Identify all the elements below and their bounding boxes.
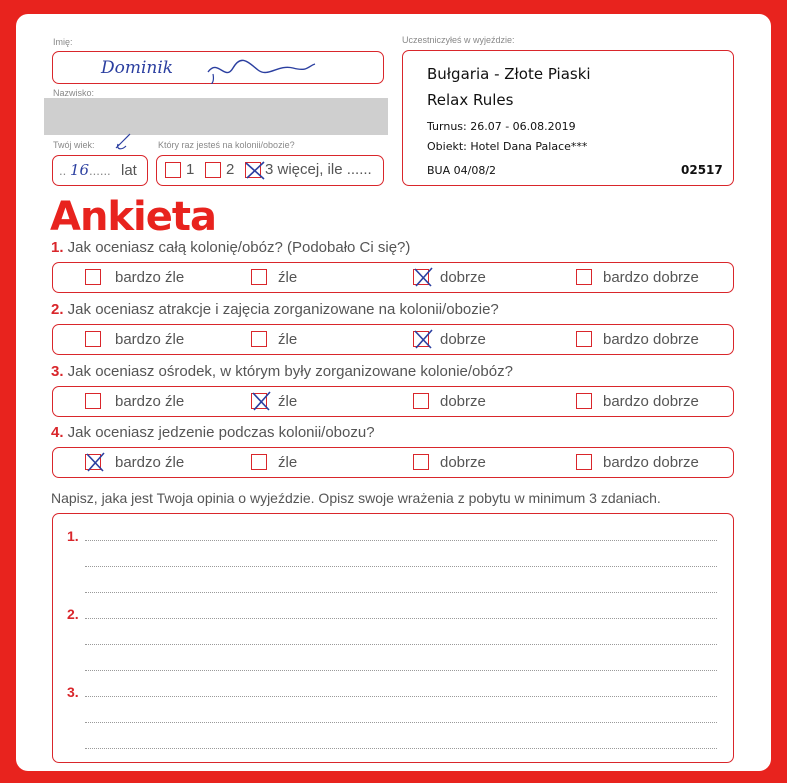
- question-number: 3.: [51, 363, 64, 380]
- signature-scribble-icon: [203, 54, 323, 84]
- answer-option-label: źle: [278, 331, 298, 348]
- line-number-2: 2.: [67, 606, 79, 622]
- trip-code: BUA 04/08/2: [427, 164, 497, 177]
- imie-label: Imię:: [53, 37, 73, 47]
- trip-turnus: Turnus: 26.07 - 06.08.2019: [427, 120, 576, 133]
- writing-line: [85, 722, 717, 723]
- ink-stroke-icon: [112, 132, 136, 152]
- answer-row-4: [52, 447, 734, 478]
- line-number-1: 1.: [67, 528, 79, 544]
- cross-mark-icon: [250, 390, 272, 412]
- survey-form: [16, 14, 771, 771]
- opinion-textarea[interactable]: [52, 513, 734, 763]
- line-number-3: 3.: [67, 684, 79, 700]
- answer-checkbox[interactable]: [576, 331, 592, 347]
- answer-option-label: źle: [278, 454, 298, 471]
- answer-option-label: źle: [278, 269, 298, 286]
- question-text: Jak oceniasz całą kolonię/obóz? (Podobało Ci się?): [63, 239, 411, 256]
- trip-obiekt: Obiekt: Hotel Dana Palace***: [427, 140, 588, 153]
- writing-line: [85, 696, 717, 697]
- question-text: Jak oceniasz atrakcje i zajęcia zorganizowane na kolonii/obozie?: [63, 301, 499, 318]
- answer-checkbox[interactable]: [413, 269, 429, 285]
- wiek-handwritten: 16: [70, 161, 90, 179]
- answer-option-label: dobrze: [440, 331, 486, 348]
- answer-option-label: bardzo źle: [115, 269, 185, 286]
- ktory-raz-field: 1 2 3 więcej, ile ......: [156, 155, 384, 186]
- trip-destination: Bułgaria - Złote Piaski: [427, 65, 591, 83]
- answer-checkbox[interactable]: [576, 269, 592, 285]
- question-text: Jak oceniasz jedzenie podczas kolonii/obozu?: [63, 424, 375, 441]
- answer-checkbox[interactable]: [85, 331, 101, 347]
- lat-label: lat: [121, 162, 137, 179]
- opt3-checkbox[interactable]: [245, 162, 261, 178]
- cross-mark-icon: [412, 328, 434, 350]
- question-number: 1.: [51, 239, 64, 256]
- question-3: [51, 363, 513, 380]
- answer-checkbox[interactable]: [413, 331, 429, 347]
- opinion-prompt: Napisz, jaka jest Twoja opinia o wyjeździe. Opisz swoje wrażenia z pobytu w minimum 3 zdaniach.: [51, 490, 661, 506]
- answer-checkbox[interactable]: [251, 454, 267, 470]
- writing-line: [85, 670, 717, 671]
- answer-option-label: dobrze: [440, 393, 486, 410]
- question-2: [51, 301, 499, 318]
- answer-option-label: bardzo dobrze: [603, 331, 699, 348]
- answer-checkbox[interactable]: [413, 454, 429, 470]
- answer-option-label: bardzo dobrze: [603, 269, 699, 286]
- writing-line: [85, 592, 717, 593]
- question-4: [51, 424, 375, 441]
- imie-handwritten: Dominik: [101, 58, 174, 78]
- trip-number: 02517: [681, 163, 723, 177]
- answer-checkbox[interactable]: [576, 393, 592, 409]
- answer-checkbox[interactable]: [85, 269, 101, 285]
- question-text: Jak oceniasz ośrodek, w którym były zorganizowane kolonie/obóz?: [63, 363, 513, 380]
- imie-field[interactable]: [52, 51, 384, 84]
- answer-checkbox[interactable]: [251, 269, 267, 285]
- uczestniczyles-label: Uczestniczyłeś w wyjeździe:: [402, 35, 515, 45]
- answer-checkbox[interactable]: [576, 454, 592, 470]
- writing-line: [85, 748, 717, 749]
- answer-option-label: bardzo źle: [115, 454, 185, 471]
- writing-line: [85, 644, 717, 645]
- cross-mark-icon: [244, 159, 266, 181]
- nazwisko-label: Nazwisko:: [53, 88, 95, 98]
- answer-option-label: źle: [278, 393, 298, 410]
- answer-option-label: bardzo dobrze: [603, 454, 699, 471]
- question-number: 4.: [51, 424, 64, 441]
- writing-line: [85, 618, 717, 619]
- wiek-label: Twój wiek:: [53, 140, 95, 150]
- answer-checkbox[interactable]: [251, 331, 267, 347]
- opt1-checkbox[interactable]: [165, 162, 181, 178]
- answer-row-3: [52, 386, 734, 417]
- answer-option-label: dobrze: [440, 269, 486, 286]
- cross-mark-icon: [412, 266, 434, 288]
- trip-info-box: [402, 50, 734, 186]
- answer-option-label: bardzo źle: [115, 331, 185, 348]
- question-1: [51, 239, 410, 256]
- cross-mark-icon: [84, 451, 106, 473]
- redacted-surname: [44, 98, 388, 135]
- answer-checkbox[interactable]: [251, 393, 267, 409]
- ktory-raz-label: Który raz jesteś na kolonii/obozie?: [158, 140, 295, 150]
- question-number: 2.: [51, 301, 64, 318]
- writing-line: [85, 540, 717, 541]
- answer-checkbox[interactable]: [413, 393, 429, 409]
- answer-row-1: [52, 262, 734, 293]
- answer-option-label: bardzo dobrze: [603, 393, 699, 410]
- answer-option-label: bardzo źle: [115, 393, 185, 410]
- answer-row-2: [52, 324, 734, 355]
- wiek-field[interactable]: .. 16 ...... lat: [52, 155, 148, 186]
- opt2-checkbox[interactable]: [205, 162, 221, 178]
- answer-checkbox[interactable]: [85, 454, 101, 470]
- answer-checkbox[interactable]: [85, 393, 101, 409]
- trip-program: Relax Rules: [427, 91, 514, 109]
- survey-title: Ankieta: [50, 194, 216, 240]
- writing-line: [85, 566, 717, 567]
- answer-option-label: dobrze: [440, 454, 486, 471]
